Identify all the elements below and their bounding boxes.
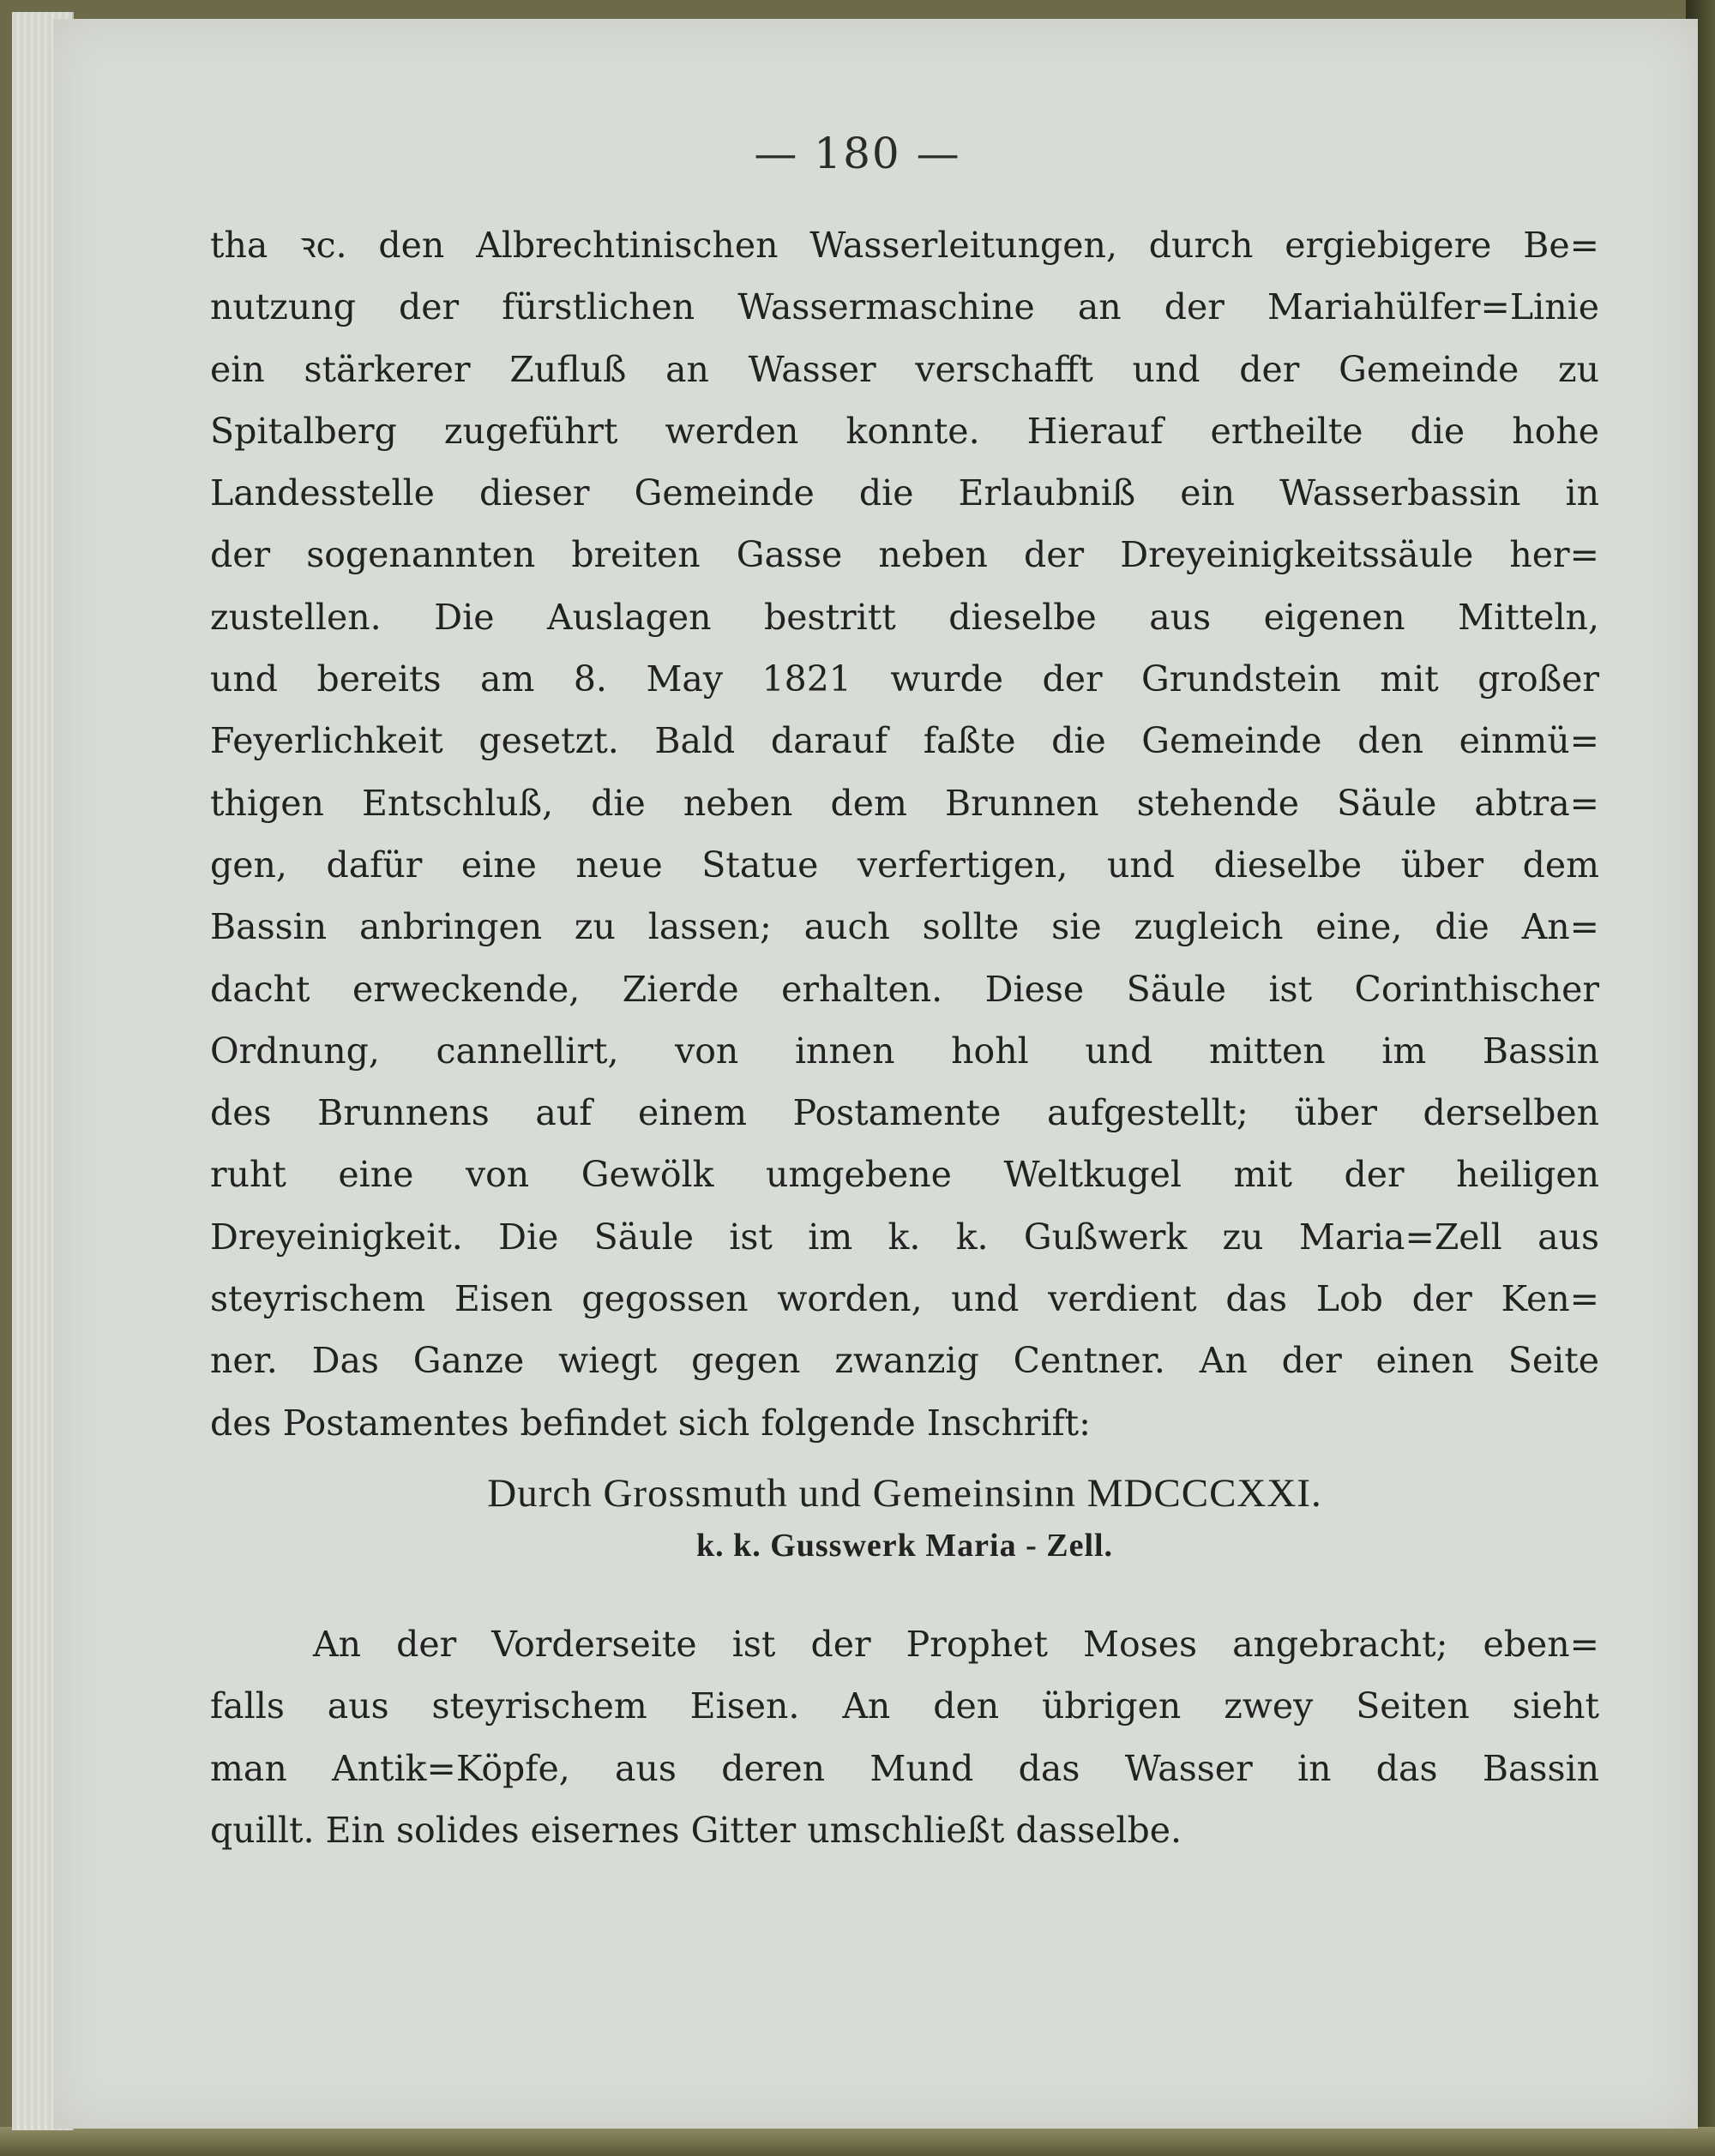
text-line: Spitalberg zugeführt werden konnte. Hierauf ertheilte die hohe [210, 410, 1599, 452]
text-line: steyrischem Eisen gegossen worden, und verdient das Lob der Ken= [210, 1278, 1599, 1320]
text-line: quillt. Ein solides eisernes Gitter umschließt dasselbe. [210, 1809, 1182, 1851]
text-line: gen, dafür eine neue Statue verfertigen, und dieselbe über dem [210, 844, 1599, 886]
text-line: des Brunnens auf einem Postamente aufgestellt; über derselben [210, 1092, 1599, 1134]
text-line: Ordnung, cannellirt, von innen hohl und mitten im Bassin [210, 1030, 1599, 1072]
text-line: der sogenannten breiten Gasse neben der Dreyeinigkeitssäule her= [210, 534, 1599, 576]
body-text [210, 214, 1599, 1454]
text-line: Dreyeinigkeit. Die Säule ist im k. k. Gußwerk zu Maria=Zell aus [210, 1216, 1599, 1258]
text-line: man Antik=Köpfe, aus deren Mund das Wasser in das Bassin [210, 1747, 1599, 1789]
text-line: tha ꝛc. den Albrechtinischen Wasserleitungen, durch ergiebigere Be= [210, 225, 1599, 266]
inscription [210, 1466, 1599, 1570]
text-line: Landesstelle dieser Gemeinde die Erlaubniß ein Wasserbassin in [210, 472, 1599, 514]
inscription-line-1: Durch Grossmuth und Gemeinsinn MDCCCXXI. [487, 1471, 1322, 1516]
text-line: An der Vorderseite ist der Prophet Moses angebracht; eben= [313, 1624, 1599, 1665]
text-line: ruht eine von Gewölk umgebene Weltkugel mit der heiligen [210, 1154, 1599, 1196]
page-number: — 180 — [754, 129, 961, 178]
text-line: des Postamentes befindet sich folgende Inschrift: [210, 1402, 1091, 1444]
text-line: thigen Entschluß, die neben dem Brunnen stehende Säule abtra= [210, 782, 1599, 824]
text-line: nutzung der fürstlichen Wassermaschine an der Mariahülfer=Linie [210, 286, 1599, 328]
text-line: falls aus steyrischem Eisen. An den übrigen zwey Seiten sieht [210, 1685, 1599, 1727]
text-line: ein stärkerer Zufluß an Wasser verschafft und der Gemeinde zu [210, 348, 1599, 390]
text-line: zustellen. Die Auslagen bestritt dieselbe aus eigenen Mitteln, [210, 596, 1599, 638]
text-line: dacht erweckende, Zierde erhalten. Diese Säule ist Corinthischer [210, 968, 1599, 1010]
inscription-line-2: k. k. Gusswerk Maria - Zell. [695, 1528, 1114, 1564]
closing-paragraph [210, 1613, 1599, 1861]
book-bottom-edge [0, 2127, 1715, 2156]
text-line: Bassin anbringen zu lassen; auch sollte sie zugleich eine, die An= [210, 906, 1599, 948]
text-line: ner. Das Ganze wiegt gegen zwanzig Centner. An der einen Seite [210, 1340, 1599, 1382]
text-line: und bereits am 8. May 1821 wurde der Grundstein mit großer [210, 658, 1599, 700]
text-line: Feyerlichkeit gesetzt. Bald darauf faßte die Gemeinde den einmü= [210, 720, 1599, 762]
